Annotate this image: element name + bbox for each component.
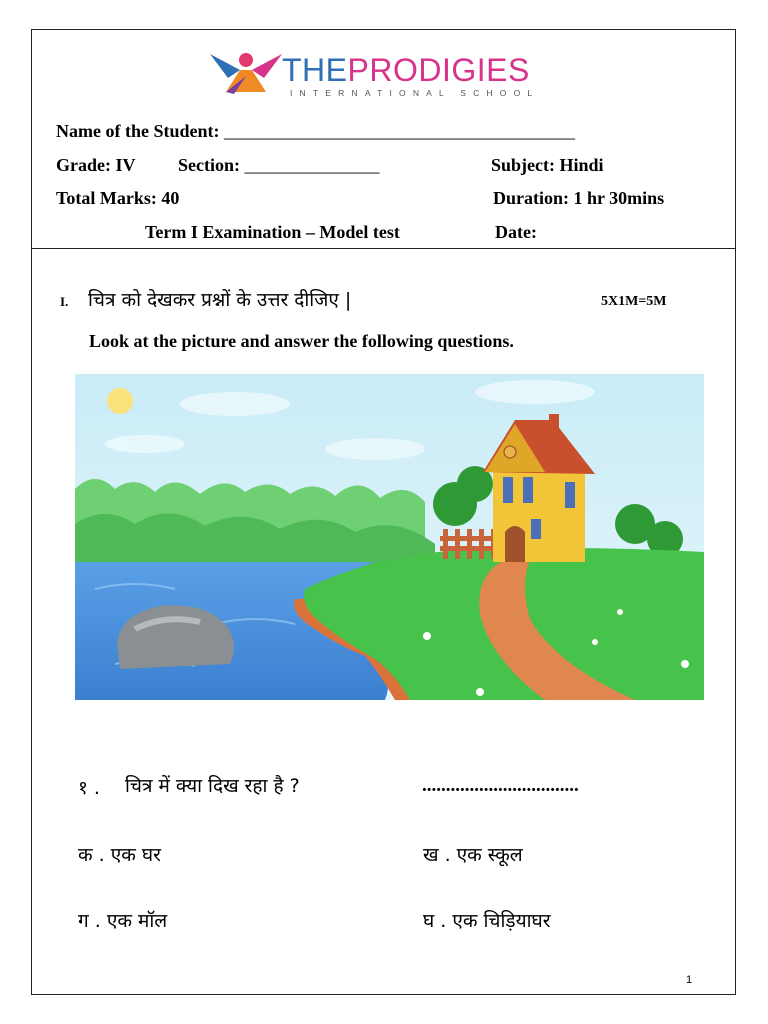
landscape-picture	[75, 374, 704, 700]
instruction-english: Look at the picture and answer the following questions.	[89, 331, 514, 351]
section-field	[178, 155, 380, 176]
option-a	[78, 841, 161, 867]
total-marks-text: Total Marks: 40	[56, 188, 180, 208]
sun-icon	[107, 388, 133, 414]
section-numeral: I.	[60, 294, 69, 309]
logo-subtitle: INTERNATIONAL SCHOOL	[290, 88, 540, 98]
question1-text: चित्र में क्या दिख रहा है ?	[125, 775, 300, 797]
option-c-text: एक मॉल	[106, 910, 168, 932]
date-label: Date:	[495, 222, 537, 242]
option-a-text: एक घर	[110, 844, 161, 866]
name-blank: _______________________________________	[224, 121, 575, 141]
option-c-label: ग .	[78, 910, 101, 932]
option-b-label: ख .	[423, 844, 451, 866]
subject-text: Subject: Hindi	[491, 155, 604, 175]
marks-scheme: 5X1M=5M	[601, 294, 667, 309]
exam-title: Term I Examination – Model test	[145, 222, 400, 242]
logo-word-the: THE	[282, 52, 348, 88]
grade-text: Grade: IV	[56, 155, 136, 175]
student-name-field	[56, 121, 575, 142]
logo-star-icon	[210, 50, 282, 94]
page-number: 1	[686, 974, 693, 986]
duration-text: Duration: 1 hr 30mins	[493, 188, 665, 208]
option-a-label: क .	[78, 844, 105, 866]
section-label: Section:	[178, 155, 240, 175]
option-b	[423, 841, 523, 867]
option-d	[423, 907, 551, 933]
option-d-text: एक चिड़ियाघर	[452, 910, 551, 932]
instruction-hindi: चित्र को देखकर प्रश्नों के उत्तर दीजिए |	[88, 289, 352, 311]
question1-number: १ .	[78, 777, 100, 799]
option-b-text: एक स्कूल	[456, 844, 523, 866]
option-d-label: घ .	[423, 910, 447, 932]
answer-blank: .................................	[422, 775, 579, 796]
section-blank: _______________	[244, 155, 380, 175]
logo-wordmark	[282, 52, 530, 89]
school-logo	[210, 50, 580, 102]
name-label: Name of the Student:	[56, 121, 220, 141]
logo-word-prodigies: PRODIGIES	[347, 52, 530, 88]
header-divider	[31, 248, 736, 249]
option-c	[78, 907, 167, 933]
